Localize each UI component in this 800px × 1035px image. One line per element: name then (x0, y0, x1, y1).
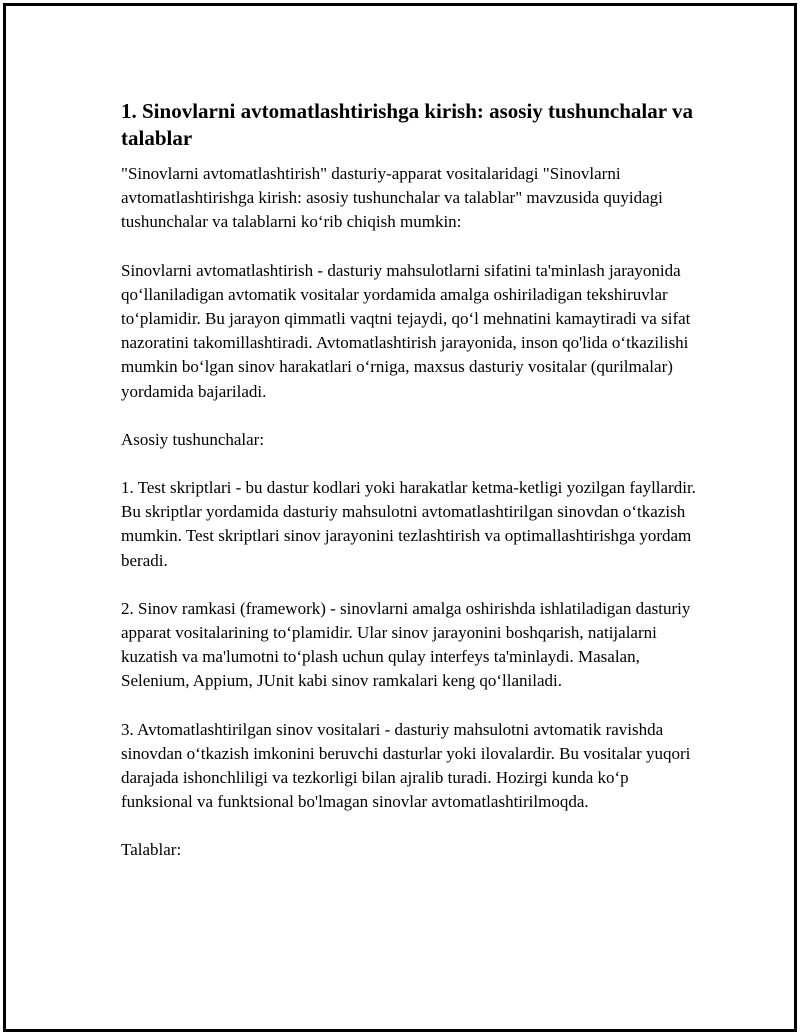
definition-paragraph: Sinovlarni avtomatlashtirish - dasturiy mahsulotlarni sifatini ta'minlash jarayonida qo‘llaniladigan avtomatik vositalar yordamida amalga oshiriladigan tekshiruvlar to‘plamidir. Bu jarayon qimmatli vaqtni tejaydi, qo‘l mehnatini kamaytiradi va sifat nazoratini takomillashtiradi. Avtomatlashtirish jarayonida, inson qo'lida o‘tkazilishi mumkin bo‘lgan sinov harakatlari o‘rniga, maxsus dasturiy vositalar (qurilmalar) yordamida bajariladi. (121, 260, 691, 401)
concepts-heading: Asosiy tushunchalar: (121, 429, 265, 449)
document-title: 1. Sinovlarni avtomatlashtirishga kirish: asosiy tushunchalar va talablar (121, 99, 693, 150)
concept-item-test-scripts: 1. Test skriptlari - bu dastur kodlari yoki harakatlar ketma-ketligi yozilgan fayllardir. Bu skriptlar yordamida dasturiy mahsulotni avtomatlashtirilgan sinovdan o‘tkazish mumkin. Test skriptlari sinov jarayonini tezlashtirish va optimallashtirishga yordam beradi. (121, 478, 696, 570)
requirements-heading: Talablar: (121, 840, 182, 860)
concept-item-automated-tools: 3. Avtomatlashtirilgan sinov vositalari - dasturiy mahsulotni avtomatik ravishda sinovdan o‘tkazish imkonini beruvchi dasturlar yoki ilovalardir. Bu vositalar yuqori darajada ishonchliligi va tezkorligi bilan ajralib turadi. Hozirgi kunda ko‘p funksional va funktsional bo'lmagan sinovlar avtomatlashtirilmoqda. (121, 719, 691, 812)
concept-item-framework: 2. Sinov ramkasi (framework) - sinovlarni amalga oshirishda ishlatiladigan dasturiy apparat vositalarining to‘plamidir. Ular sinov jarayonini boshqarish, natijalarni kuzatish va ma'lumotni to‘plash uchun qulay interfeys ta'minlaydi. Masalan, Selenium, Appium, JUnit kabi sinov ramkalari keng qo‘llaniladi. (121, 598, 691, 691)
document-body (121, 98, 701, 863)
intro-paragraph: "Sinovlarni avtomatlashtirish" dasturiy-apparat vositalaridagi "Sinovlarni avtomatlashtirishga kirish: asosiy tushunchalar va talablar" mavzusida quyidagi tushunchalar va talablarni ko‘rib chiqish mumkin: (121, 164, 663, 232)
page-frame (3, 3, 797, 1032)
